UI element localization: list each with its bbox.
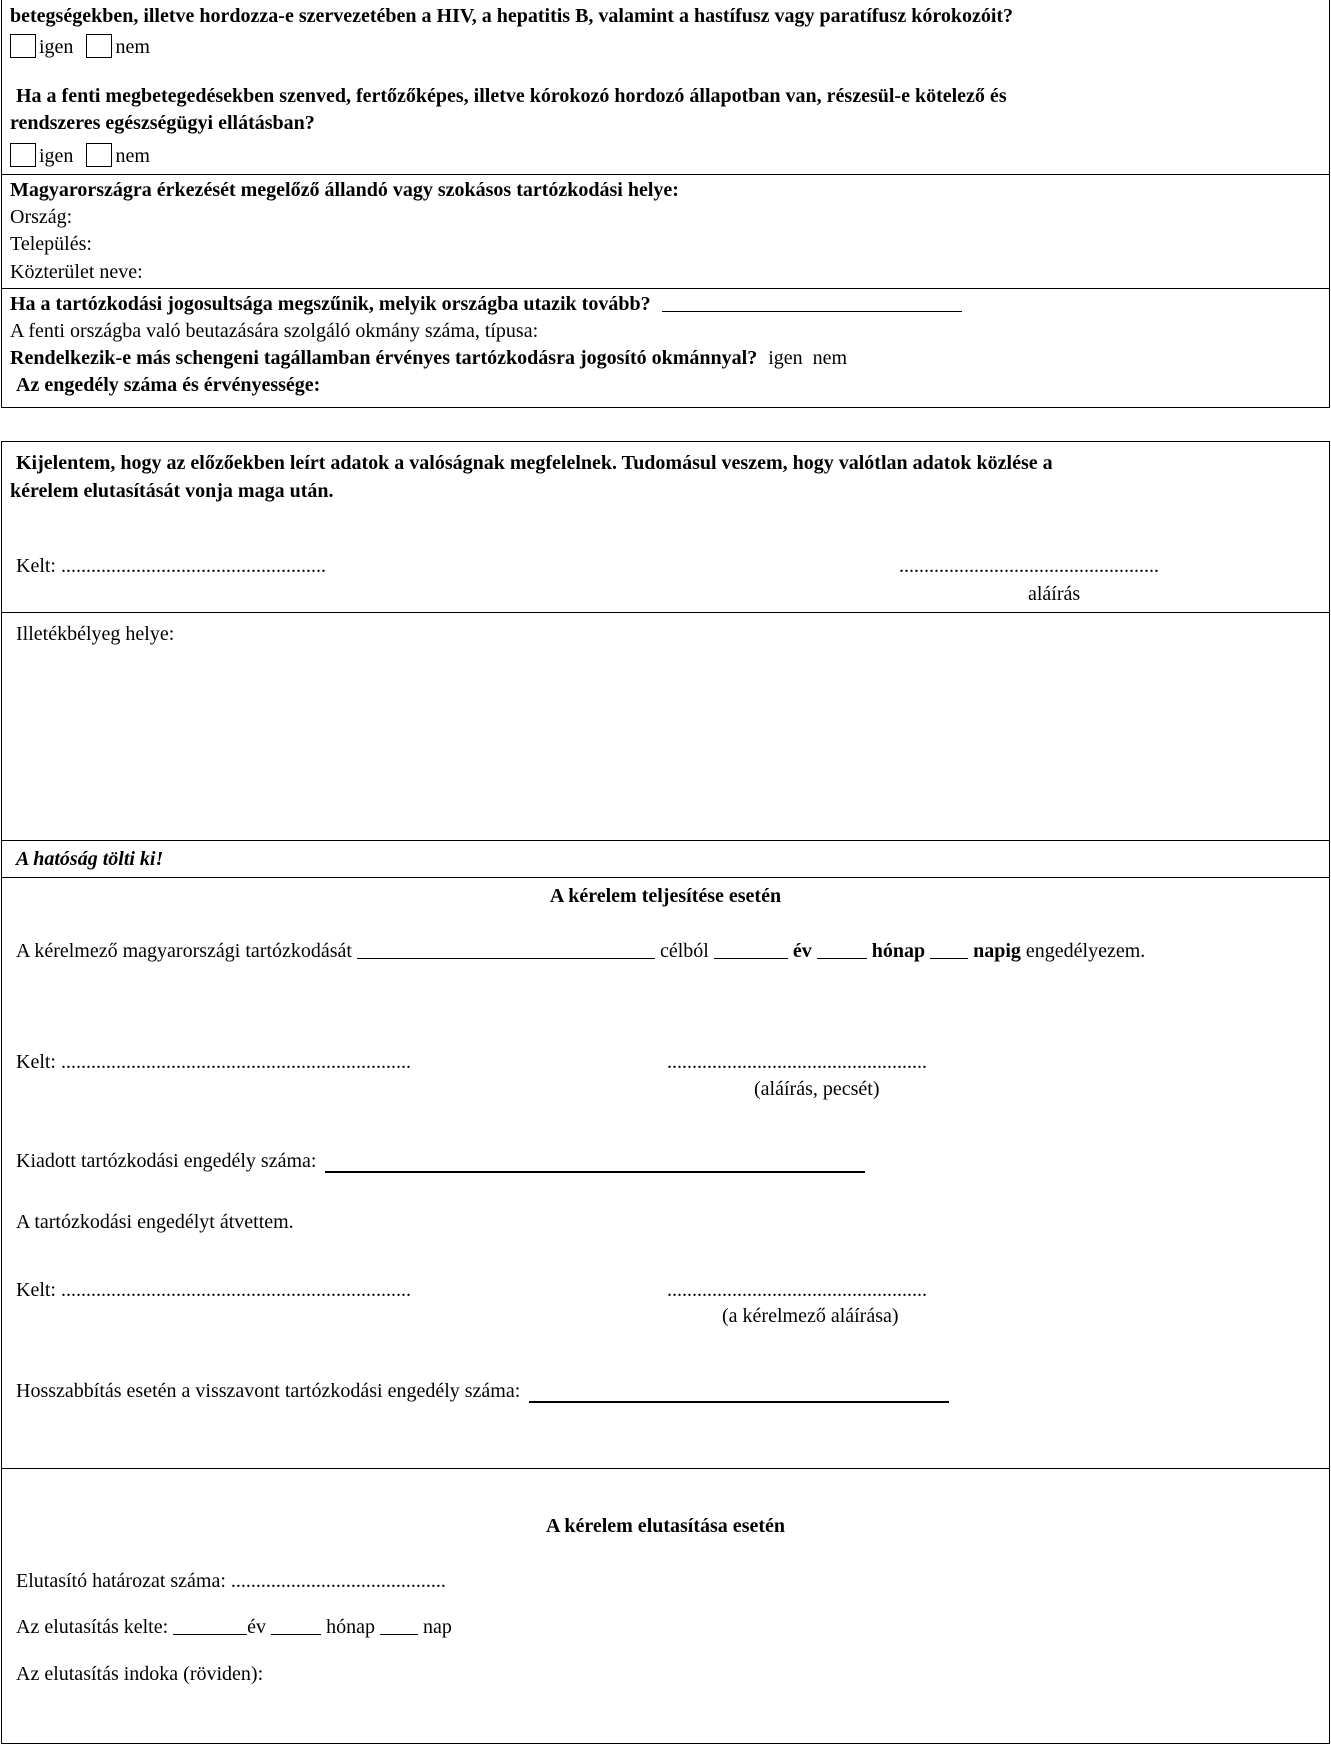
declaration-authority-box	[1, 441, 1330, 1744]
residence-title: Magyarországra érkezését megelőző állandó vagy szokásos tartózkodási helye:	[10, 179, 679, 201]
rejection-section	[2, 1468, 1329, 1745]
approval-section	[2, 877, 1329, 1468]
health-question-2-line1: Ha a fenti megbetegedésekben szenved, fertőzőképes, illetve kórokozó hordozó állapotban van, részesül-e kötelező és	[16, 85, 1007, 107]
q1-yes-label: igen	[39, 36, 74, 58]
q2-yes-checkbox[interactable]	[10, 143, 36, 167]
extension-label: Hosszabbítás esetén a visszavont tartózkodási engedély száma:	[16, 1380, 521, 1402]
rejection-reason-label: Az elutasítás indoka (röviden):	[16, 1663, 264, 1685]
approval-purpose-field[interactable]	[357, 940, 655, 959]
issued-permit-label: Kiadott tartózkodási engedély száma:	[16, 1150, 317, 1172]
authority-header: A hatóság tölti ki!	[16, 848, 164, 870]
q2-no-checkbox[interactable]	[86, 143, 112, 167]
issued-permit-row	[16, 1148, 865, 1174]
residence-settlement-label: Település:	[10, 233, 92, 255]
issued-permit-field[interactable]	[325, 1153, 865, 1173]
destination-row	[10, 291, 962, 317]
declaration-section	[2, 442, 1329, 612]
q1-no-checkbox[interactable]	[86, 34, 112, 58]
rejection-title: A kérelem elutasítása esetén	[545, 1515, 786, 1537]
approval-signature-label: (aláírás, pecsét)	[754, 1078, 880, 1100]
destination-question: Ha a tartózkodási jogosultsága megszűnik, melyik országba utazik tovább?	[10, 293, 651, 315]
receipt-kelt[interactable]: Kelt: ......................................................................	[16, 1279, 411, 1301]
rejection-month-label: hónap	[326, 1616, 375, 1638]
permit-number-validity-label: Az engedély száma és érvényessége:	[16, 374, 321, 396]
approval-year-field[interactable]	[714, 940, 788, 959]
residence-section	[2, 174, 1329, 288]
approval-text-3: engedélyezem.	[1025, 940, 1146, 962]
applicant-signature-line[interactable]: ....................................................	[667, 1279, 927, 1301]
health-question-1: betegségekben, illetve hordozza-e szervezetében a HIV, a hepatitis B, valamint a hastífusz vagy paratífusz kórokozóit?	[10, 5, 1014, 27]
health-question-2-line2: rendszeres egészségügyi ellátásban?	[10, 112, 315, 134]
schengen-row	[10, 345, 847, 371]
schengen-question: Rendelkezik-e más schengeni tagállamban érvényes tartózkodásra jogosító okmánnyal?	[10, 347, 758, 369]
residence-country-label: Ország:	[10, 206, 73, 228]
q2-yes-label: igen	[39, 145, 74, 167]
health-q2-options	[10, 143, 150, 169]
rejection-number[interactable]: Elutasító határozat száma: ...........................................	[16, 1570, 446, 1592]
approval-year-label: év	[792, 940, 812, 962]
approval-title: A kérelem teljesítése esetén	[549, 885, 782, 907]
authority-header-section	[2, 840, 1329, 877]
approval-sentence	[16, 938, 1145, 964]
stamp-place-label: Illetékbélyeg helye:	[16, 623, 175, 645]
approval-kelt[interactable]: Kelt: ......................................................................	[16, 1051, 411, 1073]
declaration-kelt[interactable]: Kelt: .....................................................	[16, 555, 326, 577]
declaration-signature-line[interactable]: ....................................................	[899, 555, 1159, 577]
approval-month-label: hónap	[871, 940, 926, 962]
destination-field[interactable]	[662, 293, 962, 312]
q2-no-label: nem	[115, 145, 150, 167]
rejection-date-row	[16, 1614, 452, 1640]
approval-month-field[interactable]	[817, 940, 867, 959]
extension-row	[16, 1378, 949, 1404]
q1-yes-checkbox[interactable]	[10, 34, 36, 58]
travel-section	[2, 288, 1329, 409]
health-q1-options	[10, 34, 150, 60]
declaration-signature-label: aláírás	[1028, 583, 1081, 605]
rejection-year-label: év	[247, 1616, 267, 1638]
declaration-line-1: Kijelentem, hogy az előzőekben leírt adatok a valóságnak megfelelnek. Tudomásul veszem, hogy valótlan adatok közlése a	[16, 452, 1053, 474]
applicant-info-box	[1, 0, 1330, 408]
stamp-section	[2, 612, 1329, 840]
extension-permit-field[interactable]	[529, 1383, 949, 1403]
approval-day-label: napig	[973, 940, 1021, 962]
health-section	[2, 0, 1329, 174]
rejection-day-field[interactable]	[380, 1616, 418, 1635]
approval-text-1: A kérelmező magyarországi tartózkodását	[16, 940, 352, 962]
rejection-date-label: Az elutasítás kelte:	[16, 1616, 169, 1638]
approval-signature-line[interactable]: ....................................................	[667, 1051, 927, 1073]
declaration-line-2: kérelem elutasítását vonja maga után.	[10, 480, 334, 502]
schengen-options[interactable]: igen nem	[768, 347, 848, 369]
q1-no-label: nem	[115, 36, 150, 58]
applicant-signature-label: (a kérelmező aláírása)	[722, 1305, 899, 1327]
residence-street-label: Közterület neve:	[10, 261, 143, 283]
rejection-year-field[interactable]	[173, 1616, 247, 1635]
approval-text-2: célból	[659, 940, 709, 962]
approval-day-field[interactable]	[930, 940, 968, 959]
rejection-day-label: nap	[422, 1616, 452, 1638]
travel-document-label: A fenti országba való beutazására szolgáló okmány száma, típusa:	[10, 320, 539, 342]
rejection-month-field[interactable]	[271, 1616, 321, 1635]
permit-received-label: A tartózkodási engedélyt átvettem.	[16, 1211, 294, 1233]
